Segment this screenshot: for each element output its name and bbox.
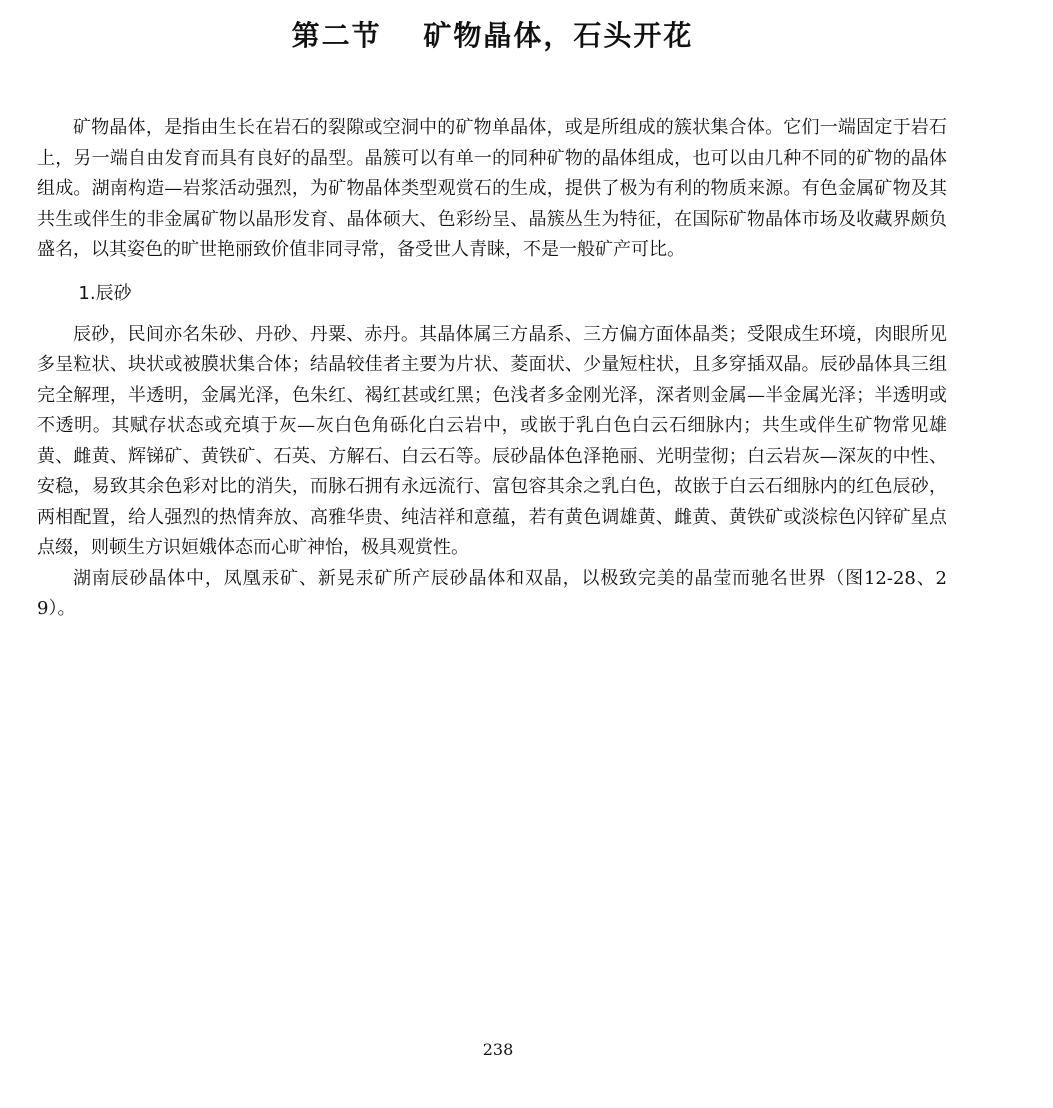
hunan-cinnabar-paragraph: 湖南辰砂晶体中，凤凰汞矿、新晃汞矿所产辰砂晶体和双晶，以极致完美的晶莹而驰名世界（图12-28、29）。: [37, 567, 947, 619]
body-text: [37, 113, 947, 625]
section-heading-cinnabar: 1.辰砂: [78, 282, 132, 304]
section-title: 第二节 矿物晶体，石头开花: [291, 19, 694, 52]
cinnabar-paragraph: 辰砂，民间亦名朱砂、丹砂、丹粟、赤丹。其晶体属三方晶系、三方偏方面体晶类；受限成生环境，肉眼所见多呈粒状、块状或被膜状集合体；结晶较佳者主要为片状、菱面状、少量短柱状，且多穿插双晶。辰砂晶体具三组完全解理，半透明，金属光泽，色朱红、褐红甚或红黑；色浅者多金刚光泽，深者则金属—半金属光泽；半透明或不透明。其赋存状态或充填于灰—灰白色角砾化白云岩中，或嵌于乳白色白云石细脉内；共生或伴生矿物常见雄黄、雌黄、辉锑矿、黄铁矿、石英、方解石、白云石等。辰砂晶体色泽艳丽、光明莹彻；白云岩灰—深灰的中性、安稳，易致其余色彩对比的消失，而脉石拥有永远流行、富包容其余之乳白色，故嵌于白云石细脉内的红色辰砂，两相配置，给人强烈的热情奔放、高雅华贵、纯洁祥和意蕴，若有黄色调雄黄、雌黄、黄铁矿或淡棕色闪锌矿星点点缀，则顿生方识姮娥体态而心旷神怡，极具观赏性。: [37, 323, 947, 558]
page-number: 238: [482, 1040, 514, 1059]
intro-paragraph: 矿物晶体，是指由生长在岩石的裂隙或空洞中的矿物单晶体，或是所组成的簇状集合体。它们一端固定于岩石上，另一端自由发育而具有良好的晶型。晶簇可以有单一的同种矿物的晶体组成，也可以由几种不同的矿物的晶体组成。湖南构造—岩浆活动强烈，为矿物晶体类型观赏石的生成，提供了极为有利的物质来源。有色金属矿物及其共生或伴生的非金属矿物以晶形发育、晶体硕大、色彩纷呈、晶簇丛生为特征，在国际矿物晶体市场及收藏界颇负盛名，以其姿色的旷世艳丽致价值非同寻常，备受世人青睐，不是一般矿产可比。: [37, 117, 947, 260]
